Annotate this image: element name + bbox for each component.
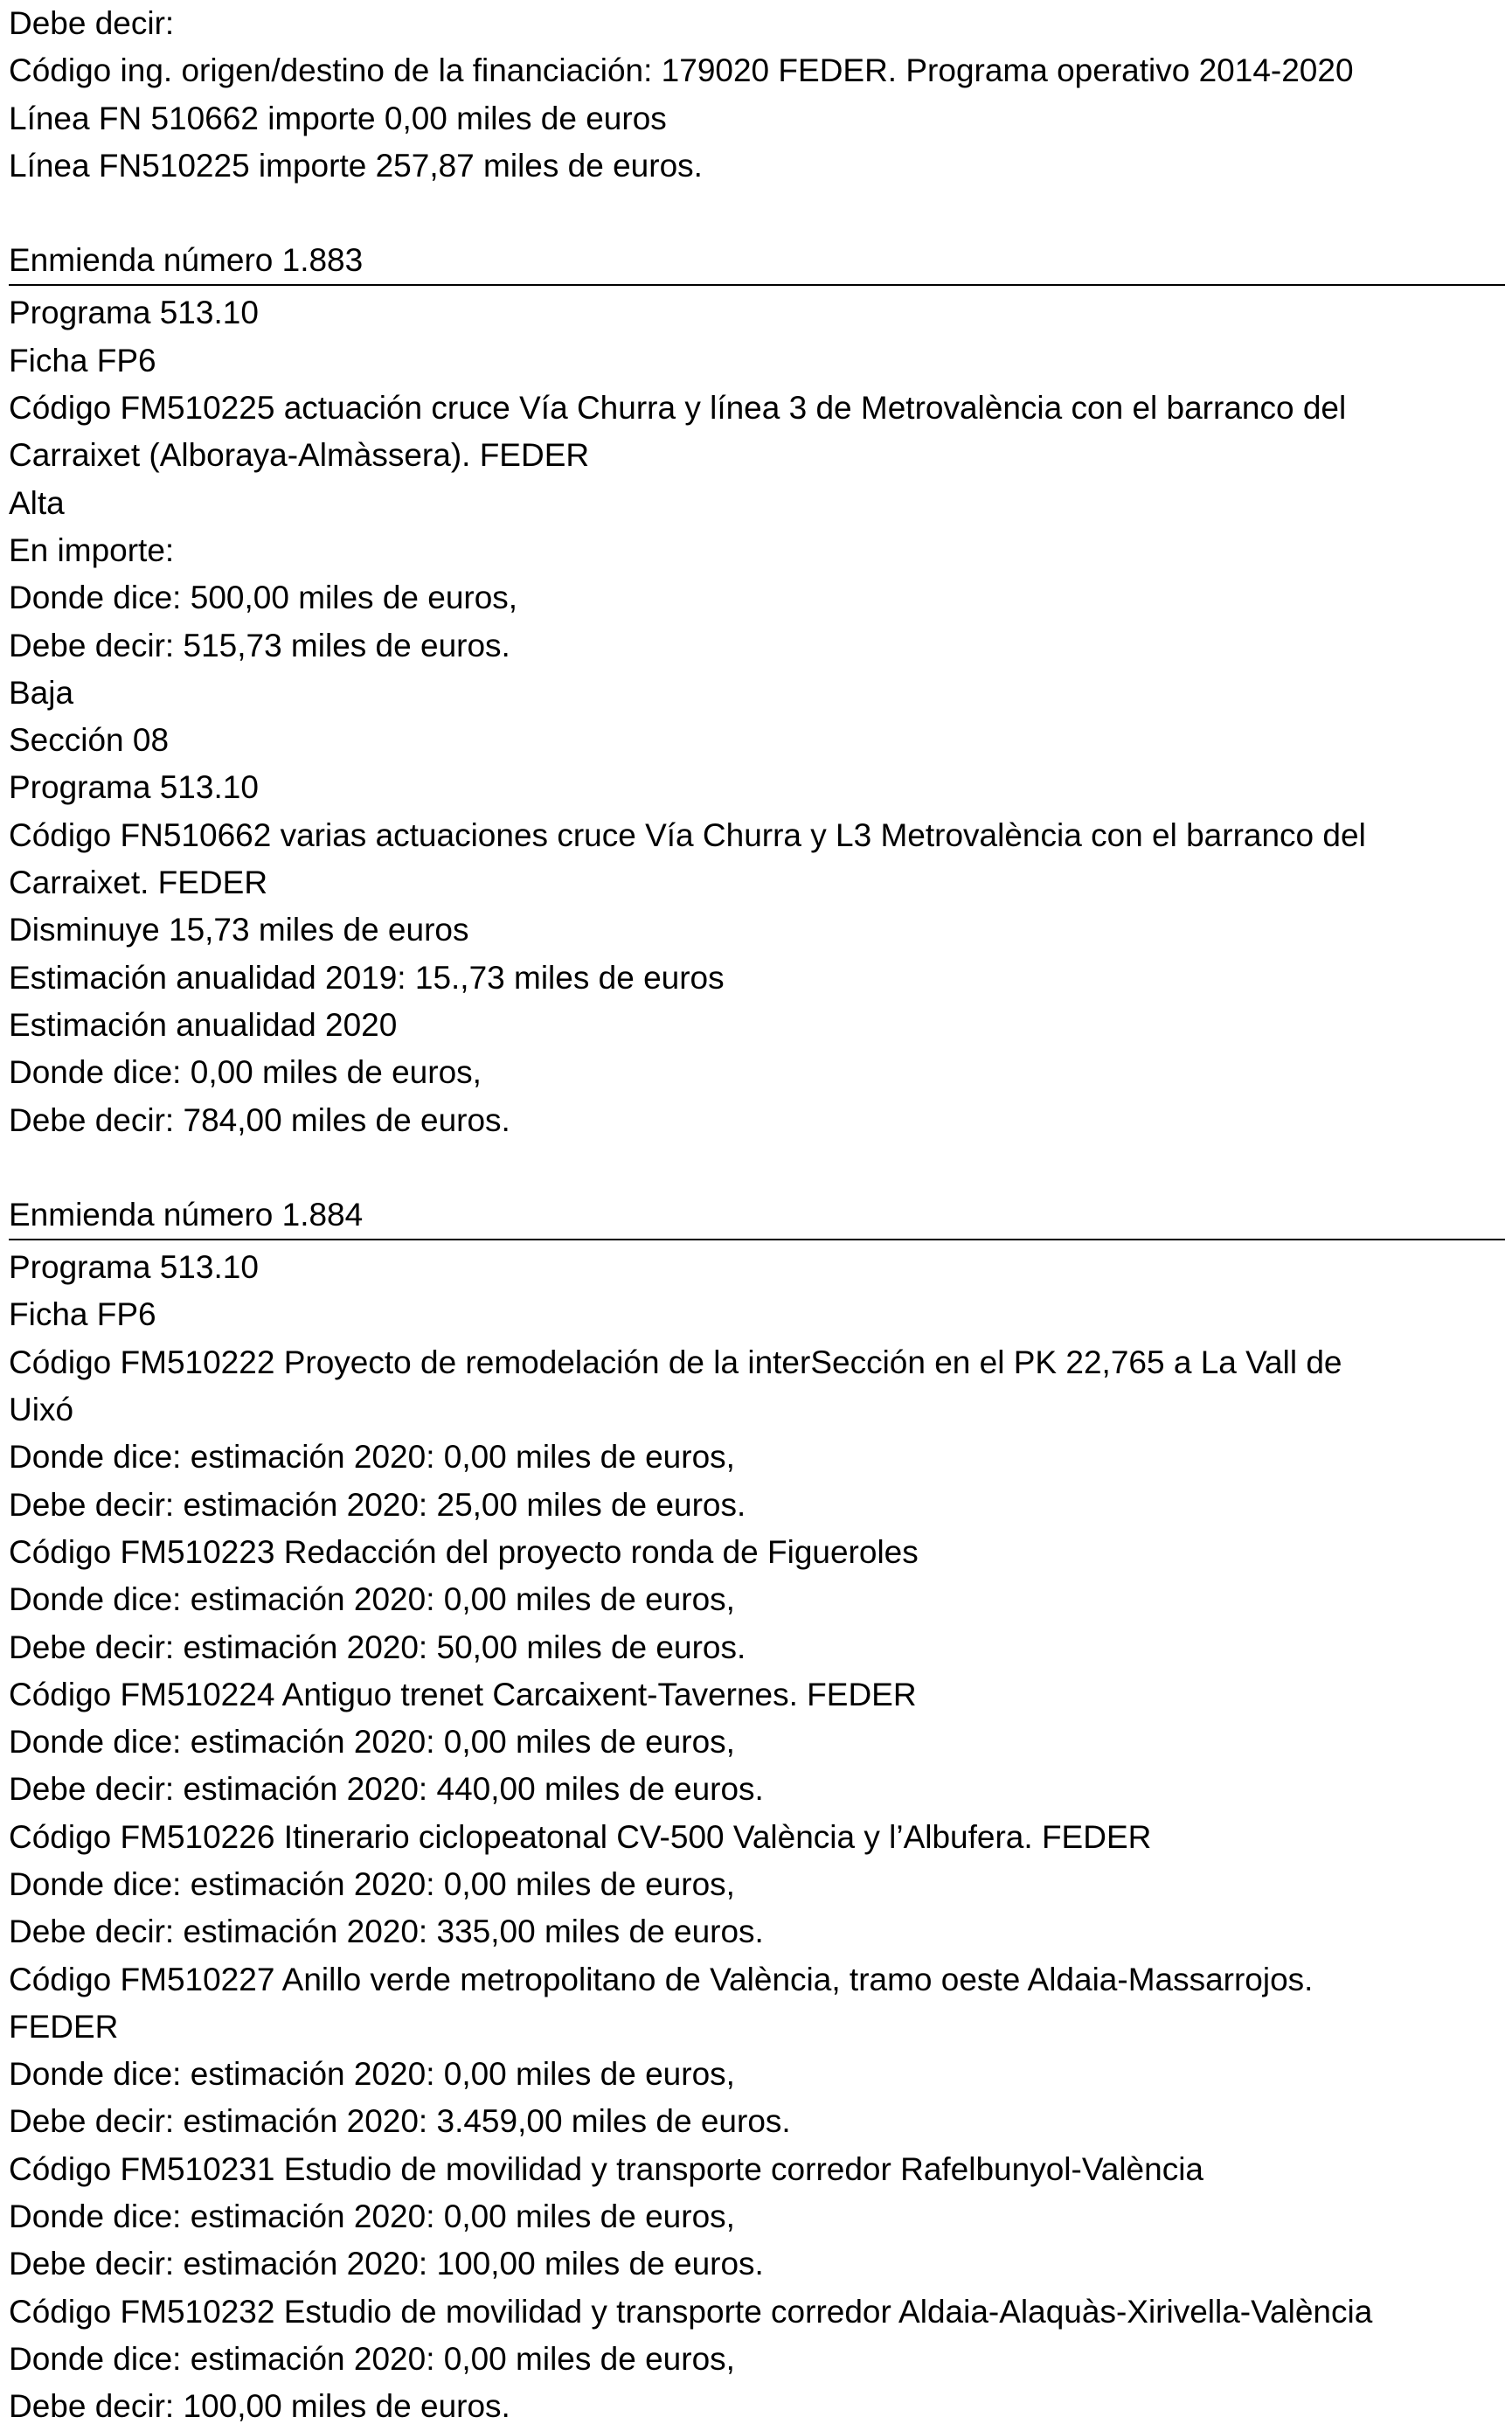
amendment-line: Carraixet (Alboraya-Almàssera). FEDER	[9, 437, 590, 474]
amendment-line: Estimación anualidad 2019: 15.,73 miles de euros	[9, 959, 725, 996]
amendment-line: Código FM510227 Anillo verde metropolitano de València, tramo oeste Aldaia-Massarrojos.	[9, 1961, 1314, 1997]
amendment-line: Código FM510232 Estudio de movilidad y transporte corredor Aldaia-Alaquàs-Xirivella-València	[9, 2293, 1373, 2330]
amendment-line: Disminuye 15,73 miles de euros	[9, 912, 469, 948]
amendment-line: Donde dice: 0,00 miles de euros,	[9, 1054, 482, 1091]
amendment-line: Donde dice: estimación 2020: 0,00 miles de euros,	[9, 1439, 735, 1476]
amendment-line: Donde dice: estimación 2020: 0,00 miles de euros,	[9, 1865, 735, 1902]
spacer	[9, 1144, 1505, 1191]
document-body	[9, 0, 1505, 2431]
amendment-line: Código FN510662 varias actuaciones cruce Vía Churra y L3 Metrovalència con el barranco del	[9, 816, 1366, 853]
amendment-line: Donde dice: estimación 2020: 0,00 miles de euros,	[9, 1724, 735, 1761]
amendment-line: Debe decir: estimación 2020: 440,00 miles de euros.	[9, 1771, 764, 1808]
amendment-line: Debe decir: estimación 2020: 50,00 miles de euros.	[9, 1629, 746, 1665]
amendment-line: Donde dice: estimación 2020: 0,00 miles de euros,	[9, 1581, 735, 1618]
amendment-line: Uixó	[9, 1392, 74, 1428]
amendment-line: Programa 513.10	[9, 295, 259, 331]
amendment-line: Baja	[9, 674, 74, 711]
amendment-line: Código FM510222 Proyecto de remodelación de la interSección en el PK 22,765 a La Vall de	[9, 1344, 1342, 1380]
amendment-line: Código FM510224 Antiguo trenet Carcaixent-Tavernes. FEDER	[9, 1676, 917, 1712]
intro-block	[9, 0, 1505, 190]
text-line: Debe decir:	[9, 5, 175, 41]
amendment-line: Donde dice: estimación 2020: 0,00 miles de euros,	[9, 2340, 735, 2377]
amendment-line: Ficha FP6	[9, 342, 156, 379]
amendment-line: Código FM510226 Itinerario ciclopeatonal CV-500 València y l’Albufera. FEDER	[9, 1818, 1152, 1855]
text-line: Código ing. origen/destino de la financiación: 179020 FEDER. Programa operativo 2014-2020	[9, 52, 1354, 89]
amendment-line: Donde dice: estimación 2020: 0,00 miles de euros,	[9, 2198, 735, 2235]
text-line: Línea FN510225 importe 257,87 miles de euros.	[9, 147, 703, 184]
amendment-line: Carraixet. FEDER	[9, 865, 268, 901]
amendment-line: Código FM510223 Redacción del proyecto ronda de Figueroles	[9, 1533, 919, 1570]
text-line: Línea FN 510662 importe 0,00 miles de euros	[9, 100, 667, 136]
amendment-line: Código FM510225 actuación cruce Vía Churra y línea 3 de Metrovalència con el barranco del	[9, 390, 1347, 427]
amendment-line: Ficha FP6	[9, 1296, 156, 1333]
amendment-line: Debe decir: estimación 2020: 100,00 miles de euros.	[9, 2246, 764, 2282]
spacer	[9, 190, 1505, 237]
amendment-line: Código FM510231 Estudio de movilidad y transporte corredor Rafelbunyol-València	[9, 2150, 1204, 2187]
amendment-line: Debe decir: 515,73 miles de euros.	[9, 627, 510, 663]
amendment-heading: Enmienda número 1.884	[9, 1191, 1505, 1240]
amendment-line: Programa 513.10	[9, 1249, 259, 1286]
amendment-section	[9, 237, 1505, 1143]
amendment-line: Debe decir: 784,00 miles de euros.	[9, 1101, 510, 1138]
amendments-list	[9, 237, 1505, 2430]
amendment-line: Donde dice: estimación 2020: 0,00 miles de euros,	[9, 2056, 735, 2093]
amendment-line: FEDER	[9, 2008, 119, 2045]
amendment-heading: Enmienda número 1.883	[9, 237, 1505, 286]
amendment-line: Debe decir: 100,00 miles de euros.	[9, 2388, 510, 2425]
amendment-line: Debe decir: estimación 2020: 3.459,00 miles de euros.	[9, 2103, 791, 2140]
amendment-line: Programa 513.10	[9, 769, 259, 806]
amendment-section	[9, 1191, 1505, 2430]
amendment-line: Alta	[9, 484, 65, 521]
amendment-line: Donde dice: 500,00 miles de euros,	[9, 580, 518, 616]
amendment-line: Sección 08	[9, 722, 170, 759]
amendment-line: Debe decir: estimación 2020: 25,00 miles de euros.	[9, 1486, 746, 1523]
amendment-line: Estimación anualidad 2020	[9, 1006, 398, 1043]
amendment-line: Debe decir: estimación 2020: 335,00 miles de euros.	[9, 1914, 764, 1950]
amendment-line: En importe:	[9, 531, 175, 568]
